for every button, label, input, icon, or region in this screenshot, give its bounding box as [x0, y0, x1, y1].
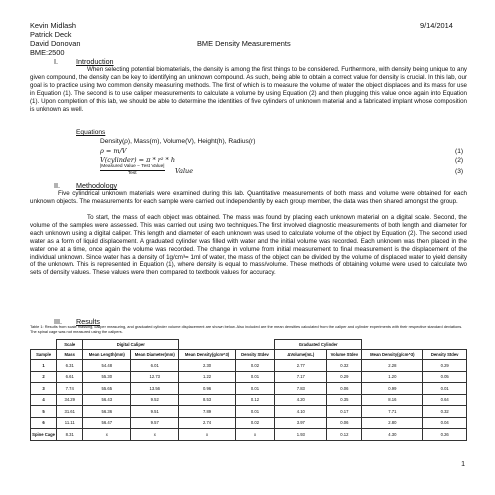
table-cell: 0.02 — [235, 360, 274, 372]
table-cell: 1.22 — [179, 371, 236, 383]
table-group-scale: Scale — [57, 340, 83, 350]
table-cell: 8.16 — [362, 394, 423, 406]
table-row — [31, 360, 467, 372]
table-cell: 2.80 — [362, 417, 423, 429]
table-cell: 0.29 — [327, 371, 362, 383]
table-cell: x — [179, 429, 236, 441]
table-cell: 2.30 — [179, 360, 236, 372]
table-cell: 11.11 — [57, 417, 83, 429]
column-header: Density Stdev — [235, 350, 274, 360]
table-cell: 4.20 — [275, 394, 327, 406]
table-cell: 0.04 — [423, 417, 467, 429]
table-cell: 4.10 — [275, 406, 327, 418]
sample-cell: 4 — [31, 394, 57, 406]
table-row — [31, 417, 467, 429]
table-cell: 0.01 — [235, 371, 274, 383]
sample-cell: 6 — [31, 417, 57, 429]
table-cell: 0.12 — [235, 394, 274, 406]
table-cell: 0.12 — [327, 429, 362, 441]
document-date: 9/14/2014 — [420, 21, 453, 30]
table-cell: 9.52 — [131, 394, 179, 406]
table-cell: 6.01 — [131, 360, 179, 372]
equation-2-number: (2) — [455, 157, 464, 164]
sample-cell: Spine Cage — [31, 429, 57, 441]
table-cell: x — [83, 429, 131, 441]
equation-1-number: (1) — [455, 148, 464, 155]
table-cell: x — [235, 429, 274, 441]
table-cell: 31.61 — [57, 406, 83, 418]
equation-3-suffix: Value — [175, 167, 194, 175]
table-cell: 0.01 — [235, 383, 274, 395]
equation-3-number: (3) — [455, 168, 464, 175]
table-cell: x — [131, 429, 179, 441]
table-cell: 0.32 — [327, 360, 362, 372]
table-cell: 7.83 — [275, 383, 327, 395]
table-cell: 0.64 — [423, 394, 467, 406]
methods-heading: Methodology — [76, 181, 118, 190]
table-cell: 55.30 — [83, 371, 131, 383]
table-cell: 34.29 — [57, 394, 83, 406]
document-title: BME Density Measurements — [197, 39, 291, 48]
sample-cell: 2 — [31, 371, 57, 383]
table-cell: 9.51 — [131, 406, 179, 418]
author-line-2: Patrick Deck — [30, 30, 72, 39]
table-cell: 0.26 — [423, 429, 467, 441]
table-cell: 2.77 — [275, 360, 327, 372]
column-header: Mean Density(g/cm^3) — [179, 350, 236, 360]
table-cell: 0.05 — [423, 371, 467, 383]
intro-heading: Introduction — [76, 57, 114, 66]
table-cell: 54.48 — [83, 360, 131, 372]
table-row — [31, 383, 467, 395]
column-header: Volume Stdev — [327, 350, 362, 360]
table-cell: 0.17 — [327, 406, 362, 418]
intro-section-number: I. — [54, 57, 58, 66]
table-cell: 56.36 — [83, 406, 131, 418]
results-section-number: III. — [54, 317, 62, 326]
column-header: Sample — [31, 350, 57, 360]
sample-cell: 1 — [31, 360, 57, 372]
author-line-1: Kevin Midlash — [30, 21, 77, 30]
table-row — [31, 371, 467, 383]
page-number: 1 — [461, 461, 465, 468]
table-cell: 7.71 — [362, 406, 423, 418]
table-group-caliper: Digital Caliper — [83, 340, 179, 350]
table-row — [31, 429, 467, 441]
table-cell: 8.31 — [57, 429, 83, 441]
results-table — [30, 339, 467, 441]
table-cell: 4.30 — [362, 429, 423, 441]
table-cell: 7.74 — [57, 383, 83, 395]
equations-heading: Equations — [76, 129, 106, 136]
methods-paragraph-2: To start, the mass of each object was obtained. The mass was found by placing each unknown material on a digital scale. Second, the volume of the samples were assessed. This was carried out using two techniques.The first involved diagnostic measurements of both length and diameter for each unknown using a digital caliper. This length and diameter of each unknown was used to calculate volume of the object by Equation (2). The second used water as a form of liquid displacement. A graduated cylinder was filled with water and the initial volume was recorded. Each unknown was then placed in the water one at a time, once again the volume was recorded. The change in volume from initial measurement to final measurement is the displacement of the individual unknown. Since water has a density of 1g/cm³= 1ml of water, the mass of the object can be divided by the volume of displaced water to yield density of the unknown. This is represented in Equation (1), where density is equal to mass/volume. These methods of obtaining volume were used to calculate two sets of density values. These values were then compared to textbook values for accuracy. — [30, 214, 467, 277]
table-cell: 0.29 — [423, 360, 467, 372]
table-cell: 12.73 — [131, 371, 179, 383]
table-cell: 8.53 — [179, 394, 236, 406]
column-header: Mean Length(mm) — [83, 350, 131, 360]
table-cell: 1.20 — [362, 371, 423, 383]
table-cell: 2.28 — [362, 360, 423, 372]
column-header: Mean Diameter(mm) — [131, 350, 179, 360]
results-heading: Results — [76, 317, 100, 326]
equation-2: V(cylinder) = π * r² * h — [100, 156, 176, 164]
column-header: Mean Density(g/cm^3) — [362, 350, 423, 360]
table-cell: 0.01 — [235, 406, 274, 418]
table-cell: 0.96 — [179, 383, 236, 395]
table-cell: 9.57 — [131, 417, 179, 429]
table-cell: 0.02 — [235, 417, 274, 429]
sample-cell: 3 — [31, 383, 57, 395]
table-cell: 6.31 — [57, 360, 83, 372]
column-header: ΔVolume(mL) — [275, 350, 327, 360]
methods-paragraph-1: Five cylindrical unknown materials were examined during this lab. Quantitative measurements of both mass and volume were obtained for each unknown objects. The measurements for each sample were carried out independently by each group member, the data was then shared amongst the group. — [30, 190, 467, 205]
table-body — [31, 360, 467, 441]
table-row — [31, 406, 467, 418]
equation-3-numerator: |Measured Value − Test Value| — [100, 164, 165, 169]
table-cell: 0.99 — [362, 383, 423, 395]
table-cell: 1.93 — [275, 429, 327, 441]
table-cell: 7.17 — [275, 371, 327, 383]
table-cell: 2.74 — [179, 417, 236, 429]
table-cell: 0.35 — [327, 394, 362, 406]
course-code: BME:2500 — [30, 48, 65, 57]
table-group-blank-2 — [362, 340, 467, 350]
table-group-header-row — [31, 340, 467, 350]
table-cell: 0.01 — [423, 383, 467, 395]
intro-paragraph: When selecting potential biomaterials, the density is among the first things to be considered. Furthermore, with density being unique to any given compound, the density can be key to identifying an unknown compound. As such, being able to obtain a correct value for density is crucial. In this lab, our goal is to practice using two common density measuring methods. The first of which is to measure the volume of water the object displaces and its mass for use in Equation (1). The second is to use caliper measurements to calculate a volume by using Equation (2) and then plugging this value once again into Equation (1). Upon completion of this lab, we should be able to determine the identities of five cylinders of unknown material and a fabricated implant whose composition is unknown as well. — [30, 66, 467, 113]
table-header-row — [31, 350, 467, 360]
table-group-blank — [179, 340, 275, 350]
table-cell: 0.32 — [423, 406, 467, 418]
equation-variables: Density(ρ), Mass(m), Volume(V), Height(h), Radius(r) — [100, 138, 256, 145]
table-cell: 56.47 — [83, 417, 131, 429]
table-cell: 7.89 — [179, 406, 236, 418]
table-cell: 0.06 — [327, 383, 362, 395]
equation-1: ρ = m/V — [100, 147, 127, 155]
equation-3-fraction — [100, 164, 165, 177]
equation-3-denominator: Test — [127, 171, 137, 176]
methods-section-number: II. — [54, 181, 60, 190]
table-caption: Table 1: Results from scale massing, caliper measuring, and graduated cylinder volume displacement are shown below. Also included are the mean densities calculated from the caliper and cylinder experiments with their respective standard deviations. The spinal cage was not measured using the calipers. — [30, 324, 463, 334]
table-row — [31, 394, 467, 406]
table-cell: 56.43 — [83, 394, 131, 406]
author-line-3: David Donovan — [30, 39, 81, 48]
table-group-cylinder: Graduated Cylinder — [275, 340, 362, 350]
table-cell: 13.56 — [131, 383, 179, 395]
sample-cell: 5 — [31, 406, 57, 418]
table-cell: 6.61 — [57, 371, 83, 383]
table-cell: 0.06 — [327, 417, 362, 429]
table-group-empty — [31, 340, 57, 350]
table-cell: 55.65 — [83, 383, 131, 395]
table-cell: 3.97 — [275, 417, 327, 429]
column-header: Mass — [57, 350, 83, 360]
column-header: Density Stdev — [423, 350, 467, 360]
